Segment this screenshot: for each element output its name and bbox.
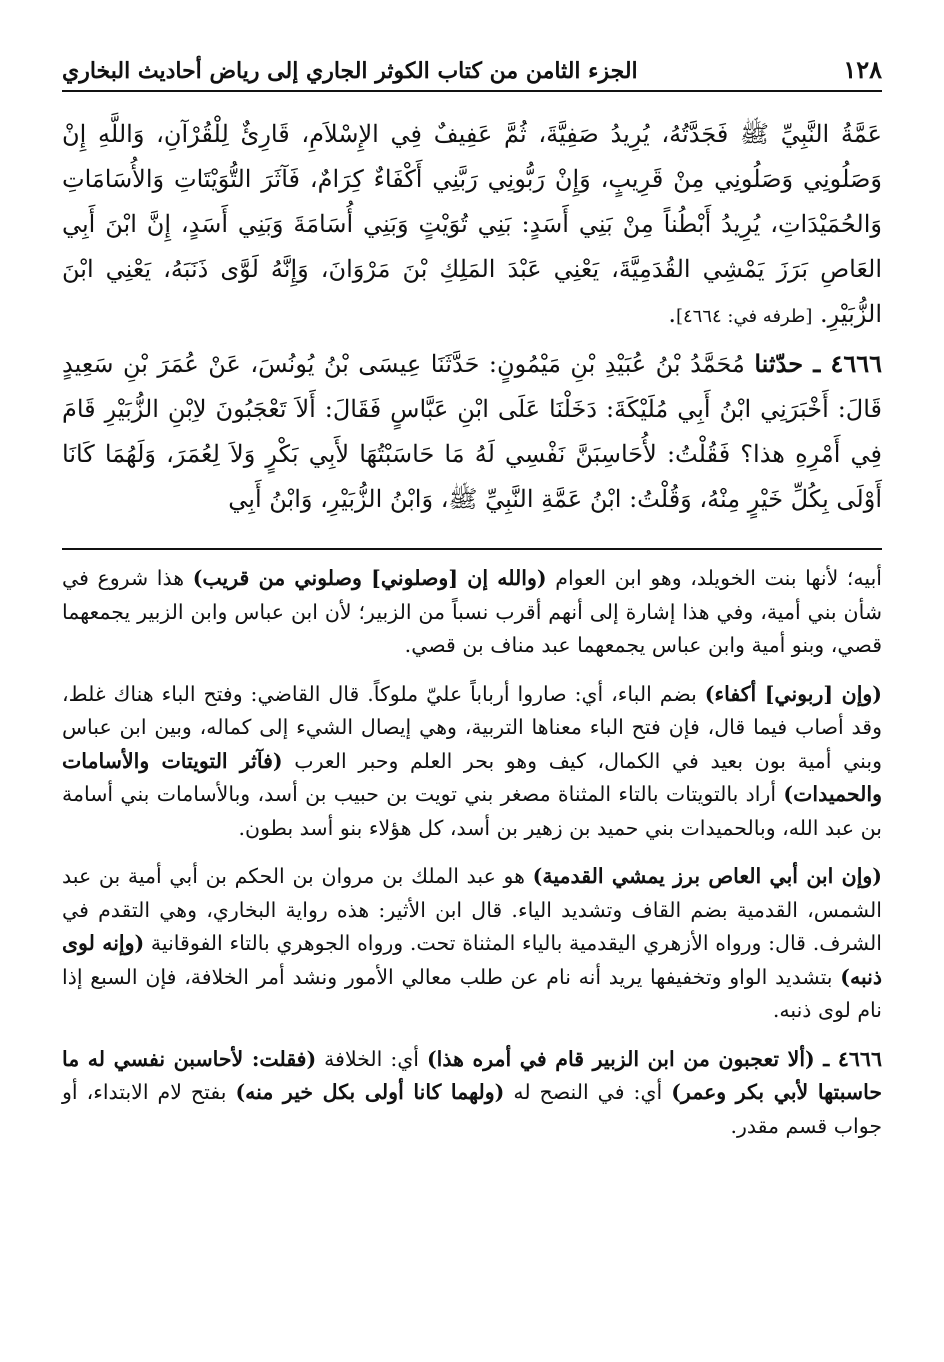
commentary-paragraph [62, 678, 882, 846]
quoted-phrase: (فآثر التويتات والأسامات والحميدات) [62, 748, 882, 806]
commentary-text: هذا شروع في شأن بني أمية، وفي هذا إشارة إلى أنهم أقرب نسباً من الزبير؛ لأن ابن عباس وابن الزبير يجمعهما قصي، وبنو أمية وابن عباس يجمعهما عبد مناف بن قصي. [62, 566, 882, 657]
hadith-number: ٤٦٦٦ ـ حدّثنا [754, 349, 882, 378]
commentary-text: هو عبد الملك بن مروان بن الحكم بن أبي أمية بن عبد الشمس، القدمية بضم القاف وتشديد الياء. قال ابن الأثير: هذه رواية البخاري، وهي التقدم في الشرف. قال: ورواه الأزهري اليقدمية بالياء المثناة تحت. ورواه الجوهري بالتاء الفوقانية [62, 864, 882, 955]
commentary [62, 562, 882, 1158]
quoted-phrase: (وإن ابن أبي العاص برز يمشي القدمية) [532, 864, 882, 888]
commentary-paragraph [62, 1043, 882, 1144]
hadith-text [62, 112, 882, 522]
commentary-text: أراد بالتويتات بالتاء المثناة مصغر بني تويت بن حبيب بن أسد، وبالأسامات بني أسامة بن عبد الله، وبالحميدات بني حميد بن زهير بن أسد، كل هؤلاء بنو أسد بطون. [62, 782, 882, 840]
quoted-phrase: (والله إن [وصلوني] وصلوني من قريب) [192, 566, 547, 590]
page-header [62, 52, 882, 92]
quoted-phrase: (وإنه لوى ذنبه) [62, 931, 882, 989]
commentary-text: أبيه؛ لأنها بنت الخويلد، وهو ابن العوام [555, 566, 882, 590]
page-number: ١٢٨ [843, 55, 882, 84]
quoted-phrase: (ولهما كانا أولى بكل خير منه) [235, 1080, 505, 1104]
commentary-text: بتشديد الواو وتخفيفها يريد أنه نام عن طلب معالي الأمور ونشد أمر الخلافة، فإن السبع إذا نام لوى ذنبه. [62, 964, 882, 1022]
hadith-2-text: مُحَمَّدُ بْنُ عُبَيْدِ بْنِ مَيْمُونٍ: حَدَّثَنَا عِيسَى بْنُ يُونُسَ، عَنْ عُمَرَ بْنِ سَعِيدٍ قَالَ: أَخْبَرَنِي ابْنُ أَبِي مُلَيْكَةَ: دَخَلْنَا عَلَى ابْنِ عَبَّاسٍ فَقَالَ: أَلاَ تَعْجَبُونَ لاِبْنِ الزُّبَيْرِ قَامَ فِي أَمْرِهِ هذا؟ فَقُلْتُ: لأُحَاسِبَنَّ نَفْسِي لَهُ مَا حَاسَبْتُهَا لأَبِي بَكْرٍ وَلاَ لِعُمَرَ، وَلَهُمَا كَانَا أَوْلَى بِكُلِّ خَيْرٍ مِنْهُ، وَقُلْتُ: ابْنُ عَمَّةِ النَّبِيِّ ﷺ، وَابْنُ الزُّبَيْرِ، وَابْنُ أَبِي [62, 350, 882, 513]
running-title: الجزء الثامن من كتاب الكوثر الجاري إلى رياض أحاديث البخاري [62, 58, 638, 84]
quoted-phrase: ٤٦٦٦ ـ (ألا تعجبون من ابن الزبير قام في أمره هذا) [426, 1046, 882, 1071]
cross-reference: [طرفه في: ٤٦٦٤] [675, 306, 813, 327]
commentary-text: بضم الباء، أي: صاروا أرباباً عليّ ملوكاً. قال القاضي: وفتح الباء هناك غلط، وقد أصاب فيما قال، فإن فتح الباء معناها التربية، وهي إيصال الشيء إلى كماله، وبين ابن عباس وبني أمية بون بعيد في الكمال، كيف وهو بحر العلم وحبر العرب [62, 681, 882, 773]
commentary-text: أي: في النصح له [513, 1080, 663, 1104]
commentary-paragraph [62, 860, 882, 1028]
commentary-text: أي: الخلافة [324, 1046, 419, 1071]
hadith-1-text: عَمَّةُ النَّبِيِّ ﷺ فَجَدَّتُهُ، يُرِيدُ صَفِيَّةَ، ثُمَّ عَفِيفٌ فِي الإِسْلاَمِ، قَارِئٌ لِلْقُرْآنِ، وَاللَّهِ إِنْ وَصَلُونِي وَصَلُونِي مِنْ قَرِيبٍ، وَإِنْ رَبُّونِي رَبَّنِي أَكْفَاءٌ كِرَامٌ، فَآثَرَ التُّوَيْتَاتِ وَالأُسَامَاتِ وَالحُمَيْدَاتِ، يُرِيدُ أَبْطُناً مِنْ بَنِي أَسَدٍ: بَنِي تُوَيْتٍ وَبَنِي أُسَامَةَ وَبَنِي أَسَدٍ، إِنَّ ابْنَ أَبِي العَاصِ بَرَزَ يَمْشِي القُدَمِيَّةَ، يَعْنِي عَبْدَ المَلِكِ بْنَ مَرْوَانَ، وَإِنَّهُ لَوَّى ذَنَبَهُ، يَعْنِي ابْنَ الزُّبَيْرِ. [62, 120, 882, 328]
quoted-phrase: (فقلت: لأحاسبن نفسي له ما حاسبتها لأبي بكر وعمر) [62, 1046, 883, 1104]
quoted-phrase: (وإن [ربوني] أكفاء) [704, 681, 882, 706]
hadith-paragraph-2 [62, 341, 882, 522]
commentary-paragraph [62, 562, 882, 663]
footnote-separator [62, 548, 882, 550]
commentary-text: بفتح لام الابتداء، أو جواب قسم مقدر. [62, 1080, 882, 1138]
hadith-paragraph-1: عَمَّةُ النَّبِيِّ ﷺ فَجَدَّتُهُ، يُرِيدُ صَفِيَّةَ، ثُمَّ عَفِيفٌ فِي الإِسْلاَمِ، قَارِئٌ لِلْقُرْآنِ، وَاللَّهِ إِنْ وَصَلُونِي وَصَلُونِي مِنْ قَرِيبٍ، وَإِنْ رَبُّونِي رَبَّنِي أَكْفَاءٌ كِرَامٌ، فَآثَرَ التُّوَيْتَاتِ وَالأُسَامَاتِ وَالحُمَيْدَاتِ، يُرِيدُ أَبْطُناً مِنْ بَنِي أَسَدٍ: بَنِي تُوَيْتٍ وَبَنِي أُسَامَةَ وَبَنِي أَسَدٍ، إِنَّ ابْنَ أَبِي العَاصِ بَرَزَ يَمْشِي القُدَمِيَّةَ، يَعْنِي عَبْدَ المَلِكِ بْنَ مَرْوَانَ، وَإِنَّهُ لَوَّى ذَنَبَهُ، يَعْنِي ابْنَ الزُّبَيْرِ. [طرفه في: ٤٦٦٤]. [62, 120, 882, 328]
